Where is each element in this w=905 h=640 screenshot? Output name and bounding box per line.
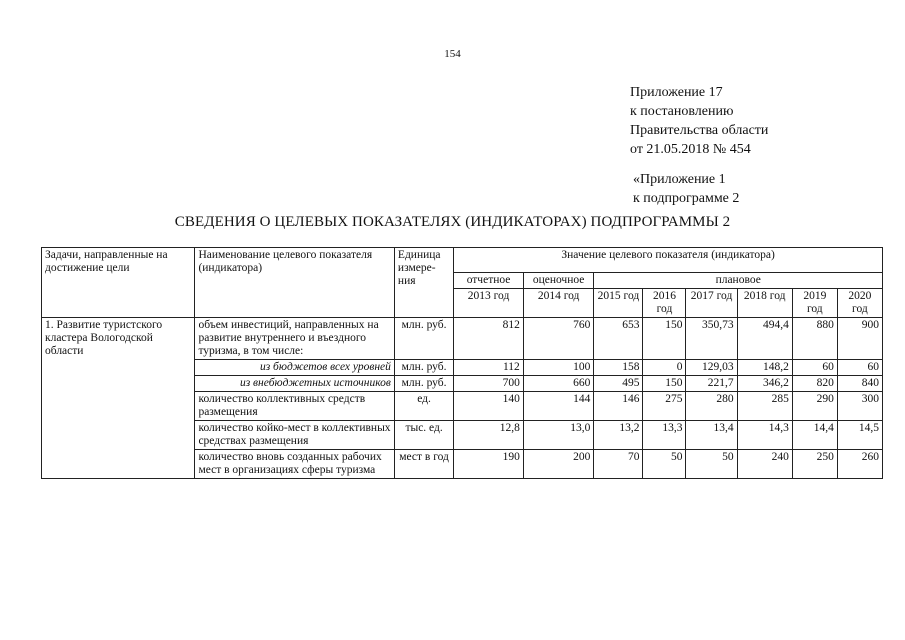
header-year: 2019 год [792, 289, 837, 318]
value-cell: 260 [837, 450, 882, 479]
value-cell: 50 [686, 450, 737, 479]
value-cell: 350,73 [686, 318, 737, 360]
header-year: 2020 год [837, 289, 882, 318]
value-cell: 820 [792, 376, 837, 392]
header-planned: плановое [594, 273, 883, 289]
table-row [42, 318, 883, 360]
value-cell: 495 [594, 376, 643, 392]
indicator-cell: из внебюджетных источников [195, 376, 394, 392]
appendix-line: к постановлению [630, 104, 734, 119]
header-year: 2013 год [454, 289, 524, 318]
value-cell: 285 [737, 392, 792, 421]
header-year: 2017 год [686, 289, 737, 318]
value-cell: 221,7 [686, 376, 737, 392]
value-cell: 60 [837, 360, 882, 376]
appendix-sub-line: «Приложение 1 [633, 172, 726, 187]
value-cell: 14,4 [792, 421, 837, 450]
document-title: СВЕДЕНИЯ О ЦЕЛЕВЫХ ПОКАЗАТЕЛЯХ (ИНДИКАТОРАХ) ПОДПРОГРАММЫ 2 [174, 214, 731, 230]
indicator-cell: объем инвестиций, направленных на развитие внутреннего и въездного туризма, в том числе: [195, 318, 394, 360]
value-cell: 14,5 [837, 421, 882, 450]
header-tasks: Задачи, направленные на достижение цели [42, 248, 195, 318]
value-cell: 275 [643, 392, 686, 421]
value-cell: 760 [523, 318, 594, 360]
appendix-line: Приложение 17 [630, 85, 723, 100]
appendix-sub-line: к подпрограмме 2 [633, 191, 740, 206]
value-cell: 13,0 [523, 421, 594, 450]
value-cell: 494,4 [737, 318, 792, 360]
indicator-cell: из бюджетов всех уровней [195, 360, 394, 376]
value-cell: 290 [792, 392, 837, 421]
value-cell: 12,8 [454, 421, 524, 450]
indicator-cell: количество коллективных средств размещения [195, 392, 394, 421]
value-cell: 70 [594, 450, 643, 479]
header-reported: отчетное [454, 273, 524, 289]
value-cell: 840 [837, 376, 882, 392]
value-cell: 129,03 [686, 360, 737, 376]
value-cell: 150 [643, 376, 686, 392]
indicators-table [41, 247, 883, 479]
value-cell: 13,3 [643, 421, 686, 450]
value-cell: 0 [643, 360, 686, 376]
value-cell: 140 [454, 392, 524, 421]
unit-cell: млн. руб. [394, 376, 453, 392]
value-cell: 200 [523, 450, 594, 479]
value-cell: 14,3 [737, 421, 792, 450]
indicator-cell: количество койко-мест в коллективных средствах размещения [195, 421, 394, 450]
value-cell: 150 [643, 318, 686, 360]
unit-cell: млн. руб. [394, 360, 453, 376]
appendix-line: Правительства области [630, 123, 769, 138]
value-cell: 880 [792, 318, 837, 360]
value-cell: 653 [594, 318, 643, 360]
appendix-sub-block [633, 170, 739, 208]
indicator-cell: количество вновь созданных рабочих мест в организациях сферы туризма [195, 450, 394, 479]
value-cell: 100 [523, 360, 594, 376]
page-number: 154 [444, 48, 461, 60]
header-year: 2015 год [594, 289, 643, 318]
value-cell: 13,2 [594, 421, 643, 450]
value-cell: 812 [454, 318, 524, 360]
value-cell: 346,2 [737, 376, 792, 392]
value-cell: 148,2 [737, 360, 792, 376]
value-cell: 660 [523, 376, 594, 392]
value-cell: 300 [837, 392, 882, 421]
appendix-block [630, 83, 768, 159]
header-unit: Единица измере-ния [394, 248, 453, 318]
value-cell: 240 [737, 450, 792, 479]
value-cell: 700 [454, 376, 524, 392]
value-cell: 190 [454, 450, 524, 479]
unit-cell: тыс. ед. [394, 421, 453, 450]
header-estimated: оценочное [523, 273, 594, 289]
value-cell: 60 [792, 360, 837, 376]
value-cell: 112 [454, 360, 524, 376]
header-year: 2016 год [643, 289, 686, 318]
value-cell: 50 [643, 450, 686, 479]
header-row-1 [42, 248, 883, 273]
value-cell: 144 [523, 392, 594, 421]
value-cell: 146 [594, 392, 643, 421]
unit-cell: мест в год [394, 450, 453, 479]
unit-cell: млн. руб. [394, 318, 453, 360]
value-cell: 158 [594, 360, 643, 376]
header-indicator: Наименование целевого показателя (индикатора) [195, 248, 394, 318]
header-year: 2014 год [523, 289, 594, 318]
value-cell: 280 [686, 392, 737, 421]
value-cell: 250 [792, 450, 837, 479]
header-year: 2018 год [737, 289, 792, 318]
header-value-group: Значение целевого показателя (индикатора) [454, 248, 883, 273]
appendix-line: от 21.05.2018 № 454 [630, 142, 751, 157]
value-cell: 13,4 [686, 421, 737, 450]
value-cell: 900 [837, 318, 882, 360]
task-cell: 1. Развитие туристского кластера Вологодской области [42, 318, 195, 479]
unit-cell: ед. [394, 392, 453, 421]
